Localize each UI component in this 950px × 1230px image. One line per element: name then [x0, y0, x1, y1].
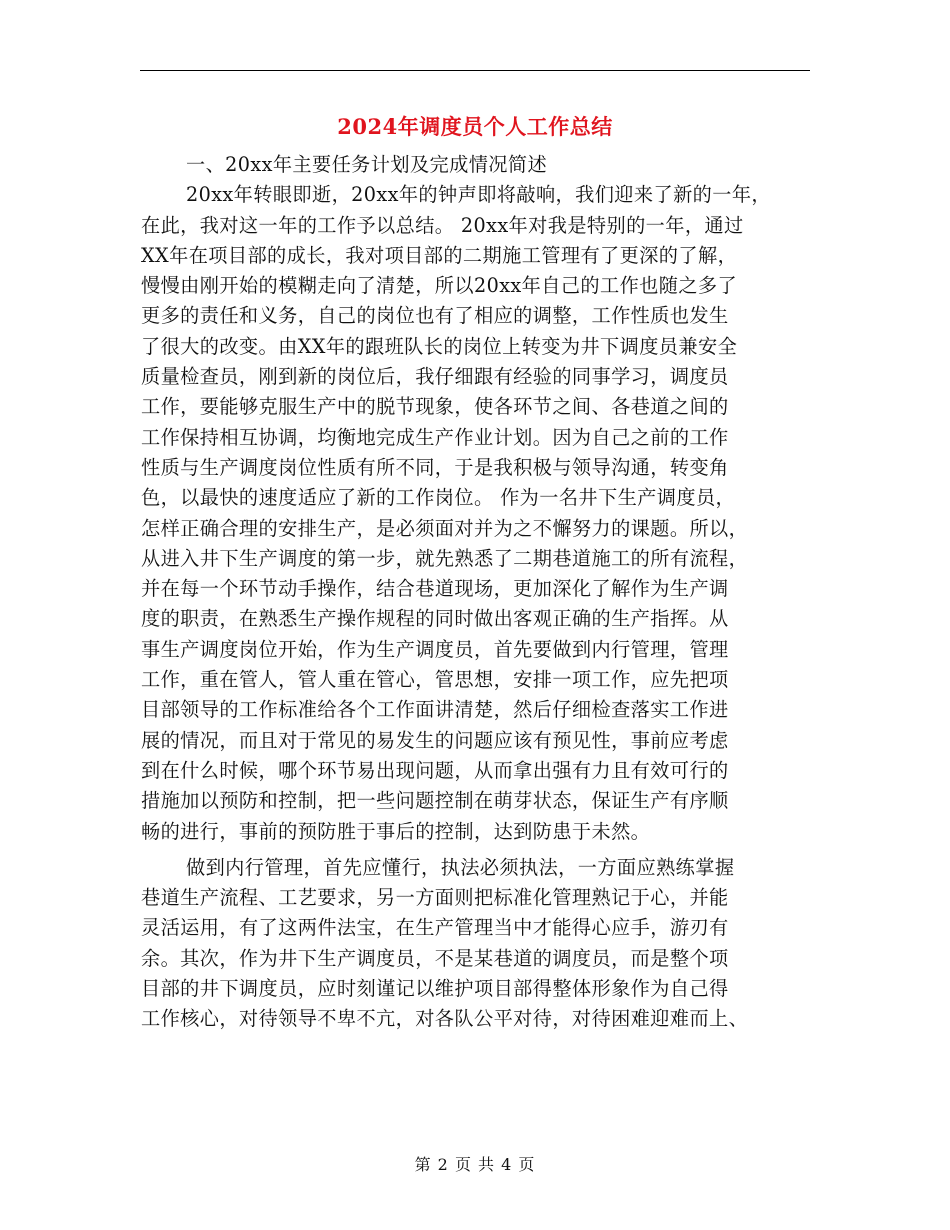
paragraph-line: XX年在项目部的成长，我对项目部的二期施工管理有了更深的了解，: [141, 243, 738, 267]
paragraph-line: 质量检查员，刚到新的岗位后，我仔细跟有经验的同事学习，调度员: [141, 365, 729, 389]
paragraph-line: 畅的进行，事前的预防胜于事后的控制，达到防患于未然。: [141, 819, 651, 843]
paragraph-line: 了很大的改变。由XX年的跟班队长的岗位上转变为井下调度员兼安全: [141, 334, 738, 358]
document-body: [141, 150, 809, 1035]
paragraph-line: 巷道生产流程、工艺要求，另一方面则把标准化管理熟记于心，并能: [141, 886, 729, 910]
paragraph-line: 20xx年转眼即逝，20xx年的钟声即将敲响，我们迎来了新的一年，: [186, 183, 772, 207]
paragraph-line: 怎样正确合理的安排生产，是必须面对并为之不懈努力的课题。所以，: [141, 516, 749, 540]
paragraph-line: 工作核心，对待领导不卑不亢，对各队公平对待，对待困难迎难而上、: [141, 1007, 749, 1031]
paragraph-1: [141, 180, 809, 847]
paragraph-line: 目部领导的工作标准给各个工作面讲清楚，然后仔细检查落实工作进: [141, 698, 729, 722]
header-rule: [140, 70, 810, 71]
paragraph-line: 展的情况，而且对于常见的易发生的问题应该有预见性，事前应考虑: [141, 728, 729, 752]
paragraph-line: 色，以最快的速度适应了新的工作岗位。 作为一名井下生产调度员，: [141, 486, 736, 510]
paragraph-line: 做到内行管理，首先应懂行，执法必须执法，一方面应熟练掌握: [186, 855, 735, 879]
paragraph-2: [141, 853, 809, 1035]
paragraph-line: 到在什么时候，哪个环节易出现问题，从而拿出强有力且有效可行的: [141, 758, 729, 782]
paragraph-line: 灵活运用，有了这两件法宝，在生产管理当中才能得心应手，游刃有: [141, 916, 729, 940]
paragraph-line: 措施加以预防和控制，把一些问题控制在萌芽状态，保证生产有序顺: [141, 789, 729, 813]
paragraph-line: 度的职责，在熟悉生产操作规程的同时做出客观正确的生产指挥。从: [141, 607, 729, 631]
paragraph-line: 慢慢由刚开始的模糊走向了清楚，所以20xx年自己的工作也随之多了: [141, 274, 738, 298]
paragraph-line: 工作保持相互协调，均衡地完成生产作业计划。因为自己之前的工作: [141, 425, 729, 449]
document-title: 2024年调度员个人工作总结: [337, 114, 613, 139]
paragraph-line: 性质与生产调度岗位性质有所不同，于是我积极与领导沟通，转变角: [141, 455, 729, 479]
paragraph-line: 目部的井下调度员，应时刻谨记以维护项目部得整体形象作为自己得: [141, 977, 729, 1001]
paragraph-line: 工作，要能够克服生产中的脱节现象，使各环节之间、各巷道之间的: [141, 395, 729, 419]
page-number-footer: 第 2 页 共 4 页: [414, 1155, 536, 1174]
paragraph-line: 在此，我对这一年的工作予以总结。 20xx年对我是特别的一年，通过: [141, 213, 744, 237]
paragraph-line: 事生产调度岗位开始，作为生产调度员，首先要做到内行管理，管理: [141, 637, 729, 661]
section-heading: 一、20xx年主要任务计划及完成情况简述: [186, 153, 548, 176]
paragraph-line: 从进入井下生产调度的第一步，就先熟悉了二期巷道施工的所有流程，: [141, 546, 749, 570]
paragraph-line: 更多的责任和义务，自己的岗位也有了相应的调整，工作性质也发生: [141, 304, 729, 328]
paragraph-line: 并在每一个环节动手操作，结合巷道现场，更加深化了解作为生产调: [141, 577, 729, 601]
paragraph-line: 工作，重在管人，管人重在管心，管思想，安排一项工作，应先把项: [141, 668, 729, 692]
paragraph-line: 余。其次，作为井下生产调度员，不是某巷道的调度员，而是整个项: [141, 946, 729, 970]
